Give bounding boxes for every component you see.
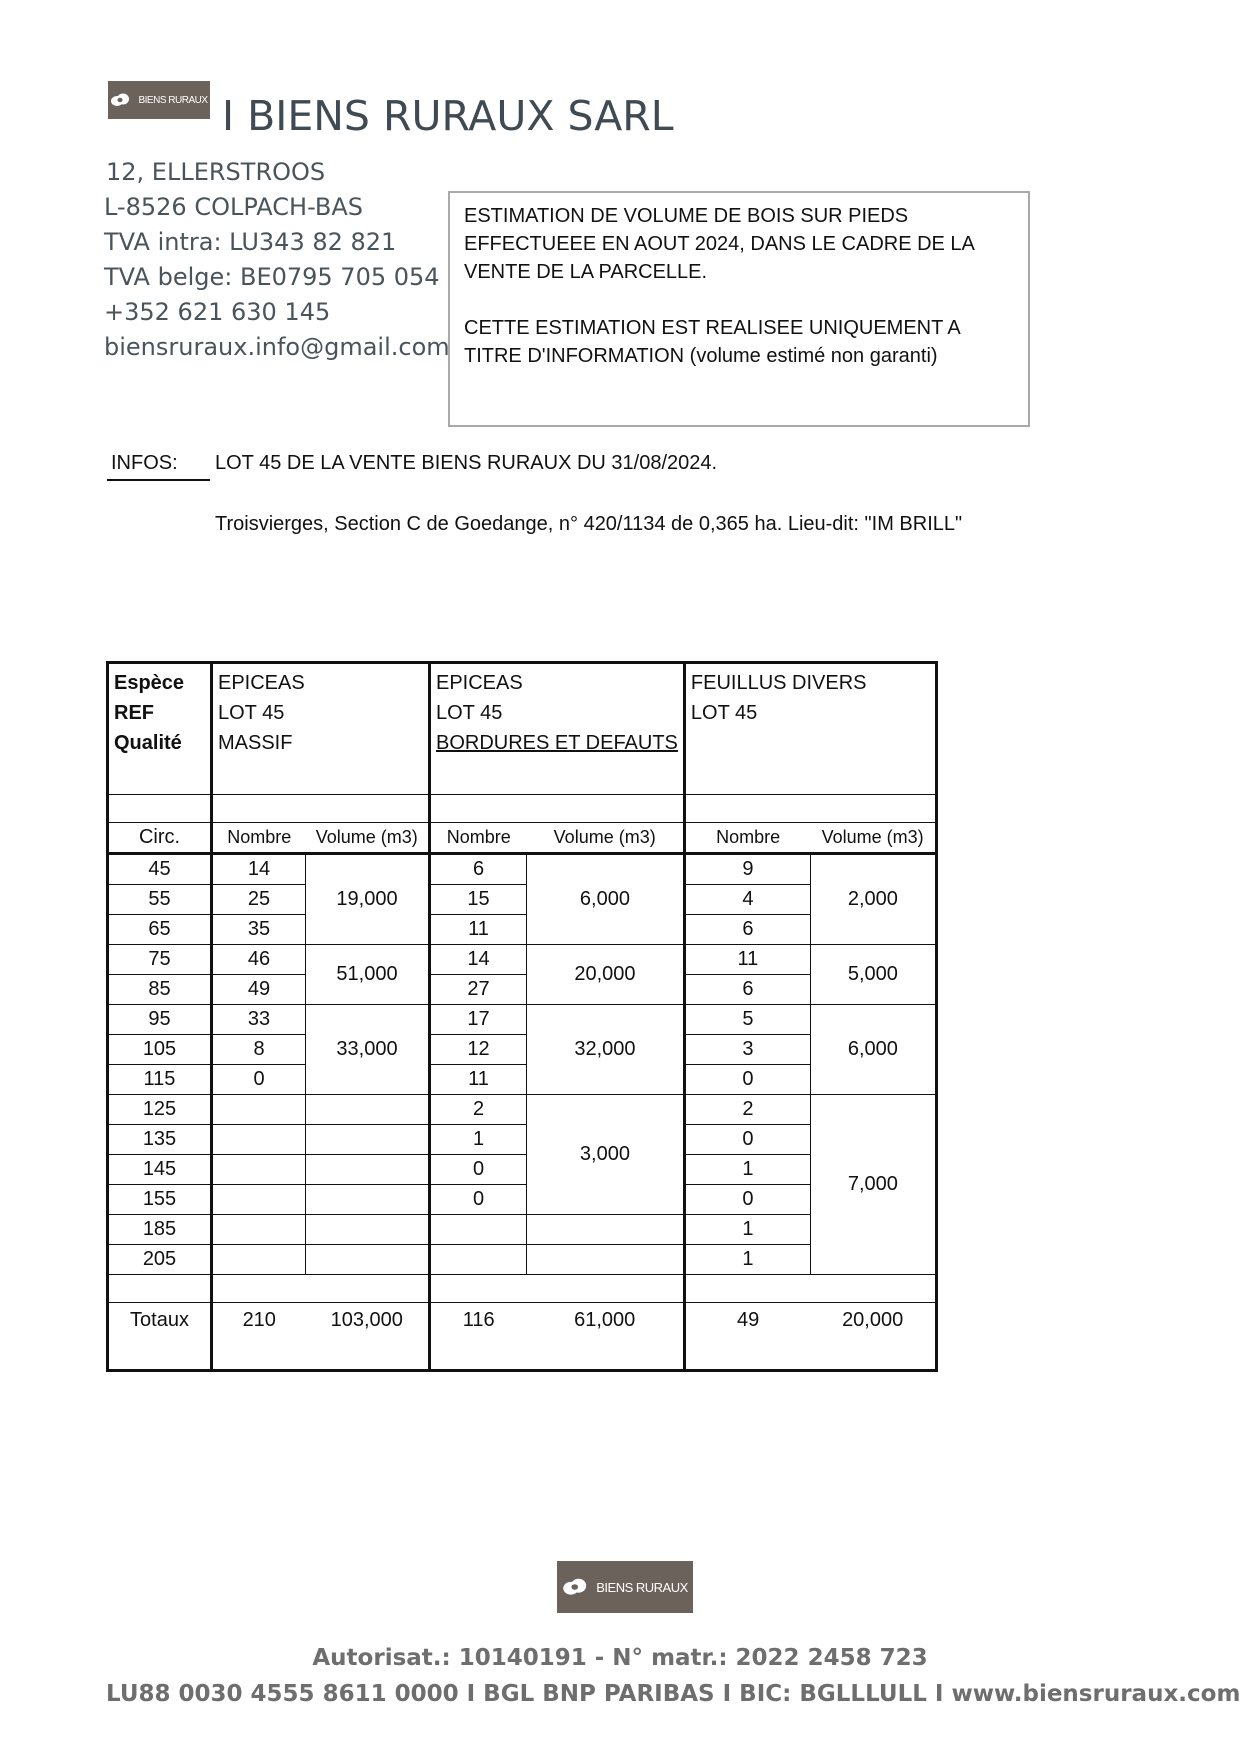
total-volume: 61,000 [527, 1303, 685, 1371]
nombre-cell: 0 [212, 1065, 306, 1095]
note-paragraph: CETTE ESTIMATION EST REALISEE UNIQUEMENT A TITRE D'INFORMATION (volume estimé non garanti) [464, 317, 960, 367]
spacer-row [108, 795, 937, 823]
volume-cell [306, 1095, 430, 1125]
volume-cell: 33,000 [306, 1005, 430, 1095]
group-qualite: MASSIF [218, 732, 293, 754]
group-ref: LOT 45 [690, 702, 758, 724]
nombre-cell [430, 1245, 527, 1275]
row-labels-cell [108, 663, 212, 795]
company-logo [108, 81, 210, 119]
label-espece: Espèce [114, 672, 185, 694]
nombre-cell: 14 [430, 945, 527, 975]
company-address [106, 155, 450, 365]
nombre-cell: 27 [430, 975, 527, 1005]
volume-cell: 5,000 [810, 945, 936, 1005]
nombre-cell: 6 [684, 915, 810, 945]
volume-cell [306, 1215, 430, 1245]
table-row [108, 1005, 937, 1035]
volume-cell: 20,000 [527, 945, 685, 1005]
nombre-cell [430, 1215, 527, 1245]
nombre-cell [212, 1155, 306, 1185]
nombre-cell: 3 [684, 1035, 810, 1065]
volume-cell: 51,000 [306, 945, 430, 1005]
footer-registration: Autorisat.: 10140191 - N° matr.: 2022 2458 723 [312, 1645, 928, 1671]
nombre-cell: 0 [430, 1155, 527, 1185]
nombre-cell: 12 [430, 1035, 527, 1065]
volume-cell: 7,000 [810, 1095, 936, 1275]
nombre-cell: 33 [212, 1005, 306, 1035]
nombre-cell: 9 [684, 854, 810, 885]
email-address: biensruraux.info@gmail.com [104, 333, 450, 361]
nombre-cell: 1 [684, 1215, 810, 1245]
circ-cell: 185 [108, 1215, 212, 1245]
group-qualite: BORDURES ET DEFAUTS [436, 732, 678, 754]
nombre-cell: 11 [684, 945, 810, 975]
cloud-logo-icon [562, 1578, 590, 1596]
group-ref: LOT 45 [218, 702, 285, 724]
logo-text: BIENS RURAUX [138, 94, 208, 106]
footer-logo [557, 1561, 693, 1613]
volume-cell: 2,000 [810, 854, 936, 945]
circ-cell: 55 [108, 885, 212, 915]
nombre-cell: 6 [684, 975, 810, 1005]
address-line: 12, ELLERSTROOS [106, 158, 326, 186]
address-line: L-8526 COLPACH-BAS [104, 193, 363, 221]
nombre-cell [212, 1125, 306, 1155]
total-volume: 103,000 [306, 1303, 430, 1371]
volume-cell: 32,000 [527, 1005, 685, 1095]
note-paragraph: ESTIMATION DE VOLUME DE BOIS SUR PIEDS EFFECTUEEE EN AOUT 2024, DANS LE CADRE DE LA VENTE DE LA PARCELLE. [464, 205, 974, 283]
circ-cell: 75 [108, 945, 212, 975]
table-row [108, 854, 937, 885]
nombre-header: Nombre [430, 823, 527, 854]
nombre-cell: 15 [430, 885, 527, 915]
volume-cell: 6,000 [527, 854, 685, 945]
circ-cell: 95 [108, 1005, 212, 1035]
nombre-cell: 0 [430, 1185, 527, 1215]
label-qualite: Qualité [114, 732, 182, 754]
group-header [684, 663, 936, 795]
volume-cell [306, 1245, 430, 1275]
nombre-cell: 1 [430, 1125, 527, 1155]
nombre-cell: 11 [430, 1065, 527, 1095]
volume-cell [527, 1215, 685, 1245]
vat-belgian: TVA belge: BE0795 705 054 [104, 263, 440, 291]
nombre-cell: 6 [430, 854, 527, 885]
volume-cell: 19,000 [306, 854, 430, 945]
group-header [212, 663, 430, 795]
table-row [108, 945, 937, 975]
circ-cell: 145 [108, 1155, 212, 1185]
volume-header: Volume (m3) [306, 823, 430, 854]
nombre-header: Nombre [684, 823, 810, 854]
group-ref: LOT 45 [436, 702, 503, 724]
circ-cell: 85 [108, 975, 212, 1005]
circ-cell: 155 [108, 1185, 212, 1215]
column-header-row [108, 823, 937, 854]
nombre-cell: 0 [684, 1125, 810, 1155]
nombre-header: Nombre [212, 823, 306, 854]
circ-cell: 65 [108, 915, 212, 945]
volume-cell: 3,000 [527, 1095, 685, 1215]
circ-cell: 135 [108, 1125, 212, 1155]
nombre-cell: 0 [684, 1065, 810, 1095]
table-row [108, 1095, 937, 1125]
circ-header: Circ. [108, 823, 212, 854]
footer-bank-details: LU88 0030 4555 8611 0000 I BGL BNP PARIBAS I BIC: BGLLLULL I www.biensruraux.com [106, 1681, 1240, 1707]
table-header-row [108, 663, 937, 795]
phone-number: +352 621 630 145 [104, 298, 331, 326]
circ-cell: 45 [108, 854, 212, 885]
volume-cell [527, 1245, 685, 1275]
volume-cell [306, 1185, 430, 1215]
company-name: I BIENS RURAUX SARL [222, 92, 674, 140]
nombre-cell: 8 [212, 1035, 306, 1065]
nombre-cell [212, 1245, 306, 1275]
nombre-cell: 25 [212, 885, 306, 915]
nombre-cell: 11 [430, 915, 527, 945]
nombre-cell [212, 1215, 306, 1245]
nombre-cell [212, 1185, 306, 1215]
nombre-cell: 46 [212, 945, 306, 975]
spacer-row [108, 1275, 937, 1303]
circ-cell: 115 [108, 1065, 212, 1095]
nombre-cell: 1 [684, 1155, 810, 1185]
vat-intra: TVA intra: LU343 82 821 [104, 228, 397, 256]
nombre-cell: 49 [212, 975, 306, 1005]
group-espece: FEUILLUS DIVERS [690, 672, 867, 694]
nombre-cell: 0 [684, 1185, 810, 1215]
group-espece: EPICEAS [218, 672, 305, 694]
estimation-note-box [448, 191, 1030, 427]
circ-cell: 125 [108, 1095, 212, 1125]
nombre-cell [212, 1095, 306, 1125]
volume-cell [306, 1125, 430, 1155]
volume-header: Volume (m3) [527, 823, 685, 854]
infos-label: INFOS: [107, 452, 210, 481]
totals-row [108, 1303, 937, 1371]
group-header [430, 663, 685, 795]
volume-header: Volume (m3) [810, 823, 936, 854]
nombre-cell: 5 [684, 1005, 810, 1035]
nombre-cell: 35 [212, 915, 306, 945]
nombre-cell: 2 [430, 1095, 527, 1125]
total-nombre: 210 [212, 1303, 306, 1371]
totals-label: Totaux [108, 1303, 212, 1371]
cloud-logo-icon [110, 93, 132, 107]
label-ref: REF [114, 702, 154, 724]
volume-cell: 6,000 [810, 1005, 936, 1095]
nombre-cell: 17 [430, 1005, 527, 1035]
group-espece: EPICEAS [436, 672, 523, 694]
total-nombre: 49 [684, 1303, 810, 1371]
infos-lot-line: LOT 45 DE LA VENTE BIENS RURAUX DU 31/08/2024. [215, 452, 718, 474]
nombre-cell: 1 [684, 1245, 810, 1275]
volume-estimate-table [106, 661, 938, 1372]
infos-parcel-line: Troisvierges, Section C de Goedange, n° 420/1134 de 0,365 ha. Lieu-dit: "IM BRILL" [215, 513, 963, 535]
volume-cell [306, 1155, 430, 1185]
circ-cell: 205 [108, 1245, 212, 1275]
logo-text: BIENS RURAUX [596, 1579, 688, 1595]
total-nombre: 116 [430, 1303, 527, 1371]
nombre-cell: 14 [212, 854, 306, 885]
nombre-cell: 2 [684, 1095, 810, 1125]
nombre-cell: 4 [684, 885, 810, 915]
total-volume: 20,000 [810, 1303, 936, 1371]
circ-cell: 105 [108, 1035, 212, 1065]
